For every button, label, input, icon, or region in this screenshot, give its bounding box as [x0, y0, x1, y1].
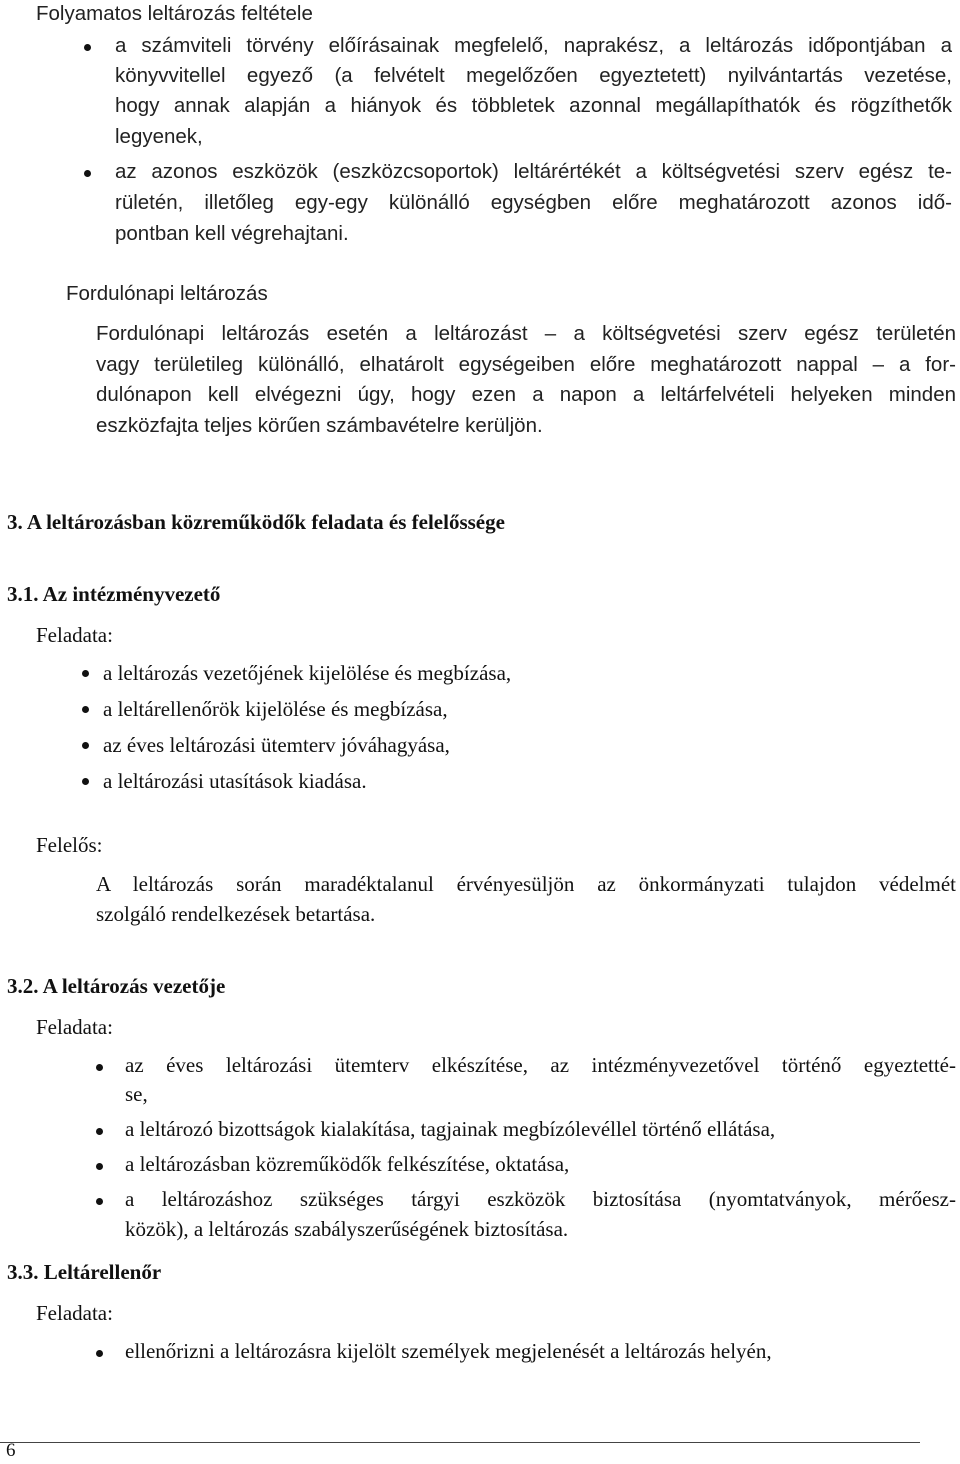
page-number: 6: [6, 1440, 16, 1461]
section-3-3-title: 3.3. Leltárellenőr: [7, 1260, 162, 1284]
bullet-icon: [82, 670, 89, 677]
intro-bullet-2-line-1: az azonos eszközök (eszközcsoportok) leltárértékét a költségvetési szerv egész te-: [115, 160, 952, 183]
intro-bullet-1-line-2: könyvvitellel egyező (a felvételt megelőzően egyeztetett) nyilvántartás vezetése,: [115, 64, 952, 87]
intro-bullet-1-line-4: legyenek,: [115, 125, 203, 148]
section-heading-folyamatos: Folyamatos leltározás feltétele: [36, 2, 313, 25]
felelos-text-line-1: A leltározás során maradéktalanul érvényesüljön az önkormányzati tulajdon védelmét: [96, 872, 956, 896]
felelos-text-line-2: szolgáló rendelkezések betartása.: [96, 902, 376, 926]
list-item: a leltározás vezetőjének kijelölése és megbízása,: [103, 661, 512, 685]
list-item-line: ellenőrizni a leltározásra kijelölt személyek megjelenését a leltározás helyén,: [125, 1339, 772, 1363]
intro-bullet-2-line-3: pontban kell végrehajtani.: [115, 222, 349, 245]
bullet-icon: [82, 706, 89, 713]
list-item: az éves leltározási ütemterv jóváhagyása,: [103, 733, 450, 757]
footer-rule: [0, 1442, 920, 1443]
intro-bullet-1-line-3: hogy annak alapján a hiányok és többletek azonnal megállapíthatók és rögzíthetők: [115, 94, 952, 117]
bullet-icon: [84, 170, 91, 177]
intro-bullet-2-line-2: rületén, illetőleg egy-egy különálló egységben előre meghatározott azonos idő-: [115, 191, 952, 214]
list-item: a leltárellenőrök kijelölése és megbízása,: [103, 697, 448, 721]
feladata-label: Feladata:: [36, 623, 113, 647]
feladata-label: Feladata:: [36, 1015, 113, 1039]
section-heading-fordulonapi: Fordulónapi leltározás: [66, 282, 268, 305]
feladata-label: Feladata:: [36, 1301, 113, 1325]
list-item-line: az éves leltározási ütemterv elkészítése, az intézményvezetővel történő egyeztetté-: [125, 1053, 956, 1077]
fordulonapi-paragraph-line-1: Fordulónapi leltározás esetén a leltározást – a költségvetési szerv egész területén: [96, 322, 956, 345]
felelos-label: Felelős:: [36, 833, 103, 857]
list-item-line: se,: [125, 1082, 148, 1106]
fordulonapi-paragraph-line-3: dulónapon kell elvégezni úgy, hogy ezen a napon a leltárfelvételi helyeken minden: [96, 383, 956, 406]
section-3-2-title: 3.2. A leltározás vezetője: [7, 974, 226, 998]
section-3-title: 3. A leltározásban közreműködők feladata és felelőssége: [7, 510, 505, 534]
list-item-line: a leltározó bizottságok kialakítása, tagjainak megbízólevéllel történő ellátása,: [125, 1117, 776, 1141]
list-item-line: a leltározáshoz szükséges tárgyi eszközök biztosítása (nyomtatványok, mérőesz-: [125, 1187, 956, 1211]
fordulonapi-paragraph-line-4: eszközfajta teljes körűen számbavételre kerüljön.: [96, 414, 543, 437]
bullet-icon: [96, 1064, 103, 1071]
bullet-icon: [84, 44, 91, 51]
intro-bullet-1-line-1: a számviteli törvény előírásainak megfelelő, naprakész, a leltározás időpontjában a: [115, 34, 952, 57]
list-item-line: közök), a leltározás szabályszerűségének biztosítása.: [125, 1217, 569, 1241]
section-3-1-title: 3.1. Az intézményvezető: [7, 582, 221, 606]
fordulonapi-paragraph-line-2: vagy területileg különálló, elhatárolt egységeiben előre meghatározott nappal – a for-: [96, 353, 956, 376]
bullet-icon: [96, 1128, 103, 1135]
bullet-icon: [96, 1198, 103, 1205]
bullet-icon: [82, 742, 89, 749]
bullet-icon: [96, 1350, 103, 1357]
list-item-line: a leltározásban közreműködők felkészítése, oktatása,: [125, 1152, 570, 1176]
bullet-icon: [82, 778, 89, 785]
list-item: a leltározási utasítások kiadása.: [103, 769, 367, 793]
bullet-icon: [96, 1163, 103, 1170]
